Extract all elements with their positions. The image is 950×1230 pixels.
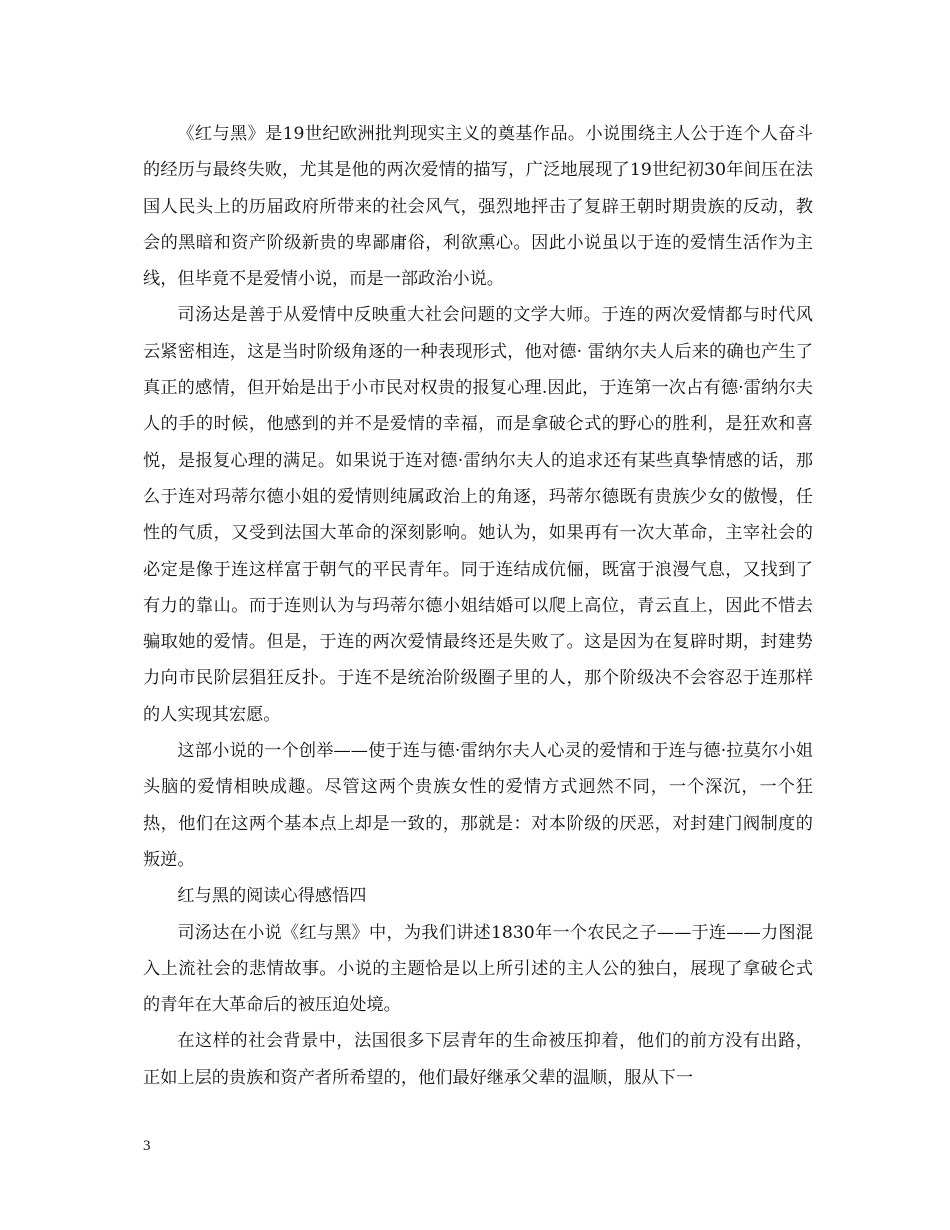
section-heading: 红与黑的阅读心得感悟四 [177, 886, 367, 907]
paragraph: 《红与黑》是19世纪欧洲批判现实主义的奠基作品。小说围绕主人公于连个人奋斗的经历与最终失败，尤其是他的两次爱情的描写，广泛地展现了19世纪初30年间压在法国人民头上的历届政府所带来的社会风气，强烈地抨击了复辟王朝时期贵族的反动，教会的黑暗和资产阶级新贵的卑鄙庸俗，利欲熏心。因此小说虽以于连的爱情生活作为主线，但毕竟不是爱情小说，而是一部政治小说。 [143, 124, 813, 290]
paragraph: 在这样的社会背景中，法国很多下层青年的生命被压抑着，他们的前方没有出路，正如上层的贵族和资产者所希望的，他们最好继承父辈的温顺，服从下一 [143, 1031, 813, 1088]
paragraph: 这部小说的一个创举——使于连与德·雷纳尔夫人心灵的爱情和于连与德·拉莫尔小姐头脑的爱情相映成趣。尽管这两个贵族女性的爱情方式迥然不同，一个深沉，一个狂热，他们在这两个基本点上却是一致的，那就是：对本阶级的厌恶，对封建门阀制度的叛逆。 [143, 741, 813, 870]
document-body [143, 116, 813, 1096]
paragraph: 司汤达是善于从爱情中反映重大社会问题的文学大师。于连的两次爱情都与时代风云紧密相连，这是当时阶级角逐的一种表现形式，他对德· 雷纳尔夫人后来的确也产生了真正的感情，但开始是出于小市民对权贵的报复心理.因此，于连第一次占有德·雷纳尔夫人的手的时候，他感到的并不是爱情的幸福，而是拿破仑式的野心的胜利，是狂欢和喜悦，是报复心理的满足。如果说于连对德·雷纳尔夫人的追求还有某些真挚情感的话，那么于连对玛蒂尔德小姐的爱情则纯属政治上的角逐，玛蒂尔德既有贵族少女的傲慢，任性的气质，又受到法国大革命的深刻影响。她认为，如果再有一次大革命，主宰社会的必定是像于连这样富于朝气的平民青年。同于连结成伉俪，既富于浪漫气息，又找到了有力的靠山。而于连则认为与玛蒂尔德小姐结婚可以爬上高位，青云直上，因此不惜去骗取她的爱情。但是，于连的两次爱情最终还是失败了。这是因为在复辟时期，封建势力向市民阶层猖狂反扑。于连不是统治阶级圈子里的人，那个阶级决不会容忍于连那样的人实现其宏愿。 [143, 305, 813, 725]
paragraph: 司汤达在小说《红与黑》中，为我们讲述1830年一个农民之子——于连——力图混入上流社会的悲情故事。小说的主题恰是以上所引述的主人公的独白，展现了拿破仑式的青年在大革命后的被压迫处境。 [143, 922, 813, 1016]
page-number: 3 [143, 1138, 151, 1154]
